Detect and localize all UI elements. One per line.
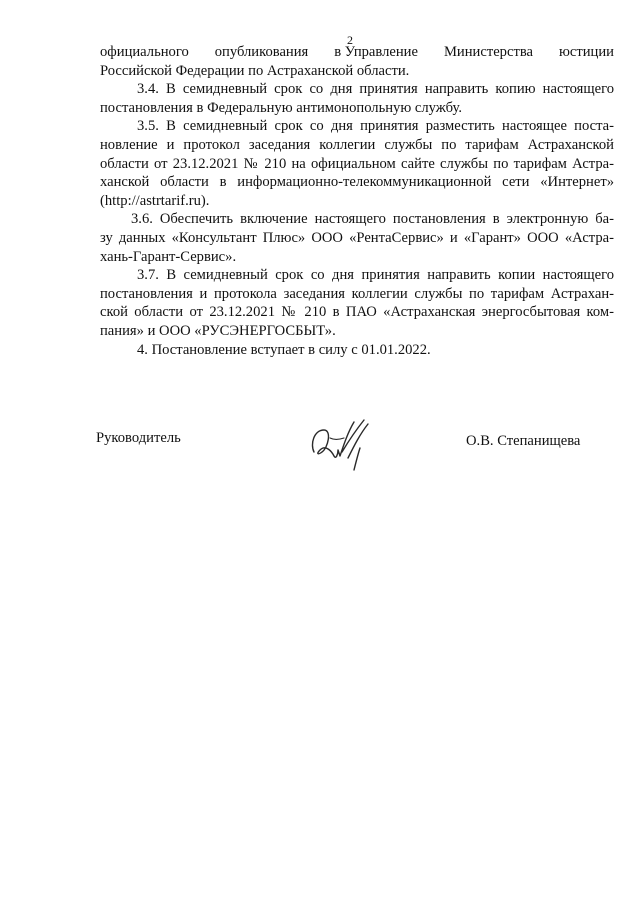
paragraph-4 <box>100 341 614 360</box>
paragraph-line: 4. Постановление вступает в силу с 01.01.2022. <box>137 341 431 358</box>
word: Министерства <box>443 44 534 60</box>
word: официального <box>100 44 189 60</box>
paragraph-3-4 <box>100 80 614 117</box>
word: опубликования <box>214 44 309 60</box>
paragraph-line: (http://astrtarif.ru). <box>100 192 210 209</box>
paragraph-line: пания» и ООО «РУСЭНЕРГОСБЫТ». <box>100 322 336 339</box>
document-body <box>100 43 614 359</box>
paragraph-line: хань-Гарант-Сервис». <box>100 248 237 265</box>
paragraph-publication <box>100 43 614 80</box>
paragraph-3-5 <box>100 117 614 210</box>
handwritten-signature <box>308 418 380 472</box>
paragraph-line: постановления в Федеральную антимонопольную службу. <box>100 99 463 116</box>
paragraph-line: Российской Федерации по Астраханской области. <box>100 62 410 79</box>
paragraph-line: ской области от 23.12.2021 № 210 в ПАО «Астраханская энергосбытовая ком- <box>100 304 614 321</box>
paragraph-line: 3.6. Обеспечить включение настоящего постановления в электронную ба- <box>131 211 614 228</box>
paragraph-line: 3.7. В семидневный срок со дня принятия направить копии настоящего <box>137 267 614 284</box>
page-number: 2 <box>347 33 353 47</box>
paragraph-line: новление и протокол заседания коллегии службы по тарифам Астраханской <box>100 136 614 153</box>
paragraph-line <box>100 43 614 62</box>
word: юстиции <box>558 44 614 60</box>
paragraph-line: области от 23.12.2021 № 210 на официальном сайте службы по тарифам Астра- <box>100 155 614 172</box>
paragraph-line: 3.4. В семидневный срок со дня принятия направить копию настоящего <box>137 81 614 98</box>
paragraph-line: 3.5. В семидневный срок со дня принятия разместить настоящее поста- <box>137 118 614 135</box>
paragraph-line: ханской области в информационно-телекоммуникационной сети «Интернет» <box>100 174 614 191</box>
paragraph-3-6 <box>100 210 614 266</box>
paragraph-line: постановления и протокола заседания коллегии службы по тарифам Астрахан- <box>100 285 614 302</box>
signature-block <box>0 418 640 478</box>
paragraph-line: зу данных «Консультант Плюс» ООО «РентаСервис» и «Гарант» ООО «Астра- <box>100 229 614 246</box>
paragraph-3-7 <box>100 266 614 340</box>
signatory-name: О.В. Степанищева <box>466 433 581 449</box>
word: в Управление <box>334 44 418 60</box>
signatory-position: Руководитель <box>96 430 181 446</box>
